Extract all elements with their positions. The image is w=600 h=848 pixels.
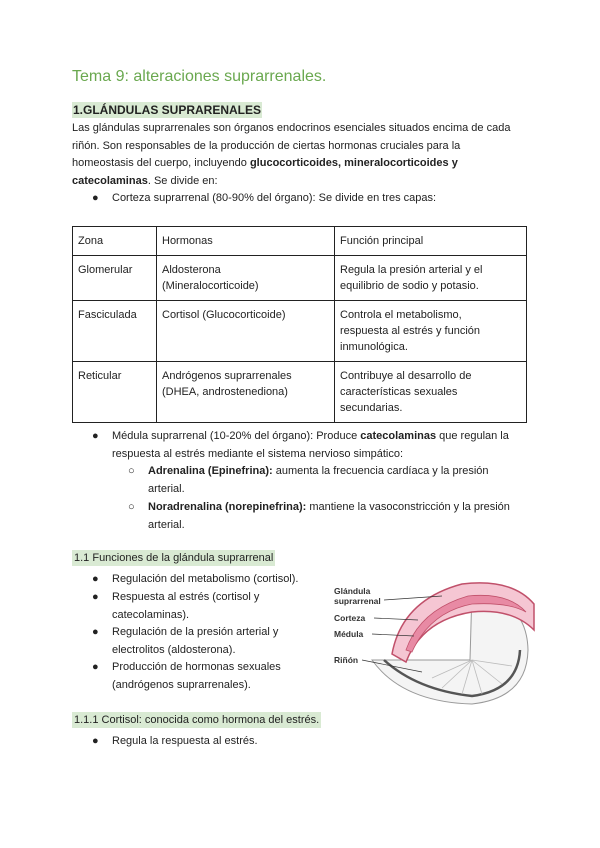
section-heading-cortisol: 1.1.1 Cortisol: conocida como hormona del estrés.	[74, 714, 320, 726]
table-cell: Aldosterona (Mineralocorticoide)	[157, 256, 335, 301]
bullet-icon: ●	[92, 192, 99, 204]
table-cell: Andrógenos suprarrenales (DHEA, androstenediona)	[157, 362, 335, 423]
sub-bullet-icon: ○	[128, 501, 135, 513]
label-suprarrenal: suprarrenal	[334, 596, 381, 606]
sub-bullet-icon: ○	[128, 465, 135, 477]
table-header-cell: Hormonas	[157, 227, 335, 256]
table-row	[73, 301, 527, 362]
diagram-labels	[334, 586, 381, 665]
table-cell: Controla el metabolismo, respuesta al estrés y función inmunológica.	[335, 301, 527, 362]
label-glandula: Glándula	[334, 586, 371, 596]
intro-line: Las glándulas suprarrenales son órganos endocrinos esenciales situados encima de cada	[72, 122, 511, 134]
intro-line: riñón. Son responsables de la producción de ciertas hormonas cruciales para la	[72, 139, 461, 152]
section-heading-funciones: 1.1 Funciones de la glándula suprarrenal	[74, 552, 274, 564]
bullet-icon: ●	[92, 735, 99, 747]
table-cell: Regula la presión arterial y el equilibrio de sodio y potasio.	[335, 256, 527, 301]
table-cell: Contribuye al desarrollo de características sexuales secundarias.	[335, 362, 527, 423]
table-cell: Fasciculada	[73, 301, 157, 362]
bullet-icon: ●	[92, 661, 99, 673]
table-header-row	[73, 227, 527, 256]
label-medula: Médula	[334, 629, 364, 639]
intro-line: catecolaminas. Se divide en:	[72, 174, 218, 187]
table-row	[73, 256, 527, 301]
zones-table	[72, 226, 527, 423]
adrenal-gland-diagram	[322, 580, 538, 706]
label-rinon: Riñón	[334, 655, 359, 665]
table-cell: Reticular	[73, 362, 157, 423]
table-row	[73, 362, 527, 423]
page-title: Tema 9: alteraciones suprarrenales.	[72, 68, 327, 85]
document-page: Tema 9: alteraciones suprarrenales. 1.GLÁNDULAS SUPRARENALES Las glándulas suprarrenales son órganos endocrinos esenciales situados encima de cada riñón. Son responsables de la producción de ciertas hormonas cruciales para la homeostasis del cuerpo, incluyendo glucocorticoides, mineralocorticoides y catecolaminas. Se divide en: ● Corteza suprarrenal (80-90% del órgano): Se divide en tres capas: Zona Hormonas Función principal Glomerular Aldosterona (Mineralocorticoide) Regula la presión arterial y el equilibrio de sodio y potasio. Fasciculada Cortisol (Glucocorticoide) Controla el metabolismo, respuesta al estrés y función inmunológica. Reticular Andrógenos suprarrenales (DHEA, androstenediona) Contribuye al desarrollo de características sexuales secundarias. ● Médula suprarrenal (10-20% del órgano): Produce catecolaminas que regulan la respuesta al estrés mediante el sistema nervioso simpático: ○ Adrenalina (Epinefrina): aumenta la frecuencia cardíaca y la presión arterial. ○ Noradrenalina (norepinefrina): mantiene la vasoconstricción y la presión arterial. 1.1 Funciones de la glándula suprarrenal ● Regulación del metabolismo (cortisol). ● Respuesta al estrés (cortisol y catecolaminas). ● Regulación de la presión arterial y electrolitos (aldosterona). ● Producción de hormonas sexuales (andrógenos suprarrenales). Glándula suprarrenal Corteza Médula Riñón 1.1.1 Cortisol: conocida como hormona del estrés. ● Regula la respuesta al estrés.	[0, 0, 600, 848]
section-heading-glandulas: 1.GLÁNDULAS SUPRARENALES	[73, 103, 262, 117]
table-header-cell: Función principal	[335, 227, 527, 256]
label-corteza: Corteza	[334, 613, 366, 623]
bullet-icon: ●	[92, 430, 99, 442]
intro-paragraph	[72, 120, 532, 190]
table-cell: Glomerular	[73, 256, 157, 301]
bullet-icon: ●	[92, 573, 99, 585]
bullet-icon: ●	[92, 591, 99, 603]
intro-line: homeostasis del cuerpo, incluyendo glucocorticoides, mineralocorticoides y	[72, 157, 458, 169]
table-header-cell: Zona	[73, 227, 157, 256]
bullet-icon: ●	[92, 626, 99, 638]
table-cell: Cortisol (Glucocorticoide)	[157, 301, 335, 362]
